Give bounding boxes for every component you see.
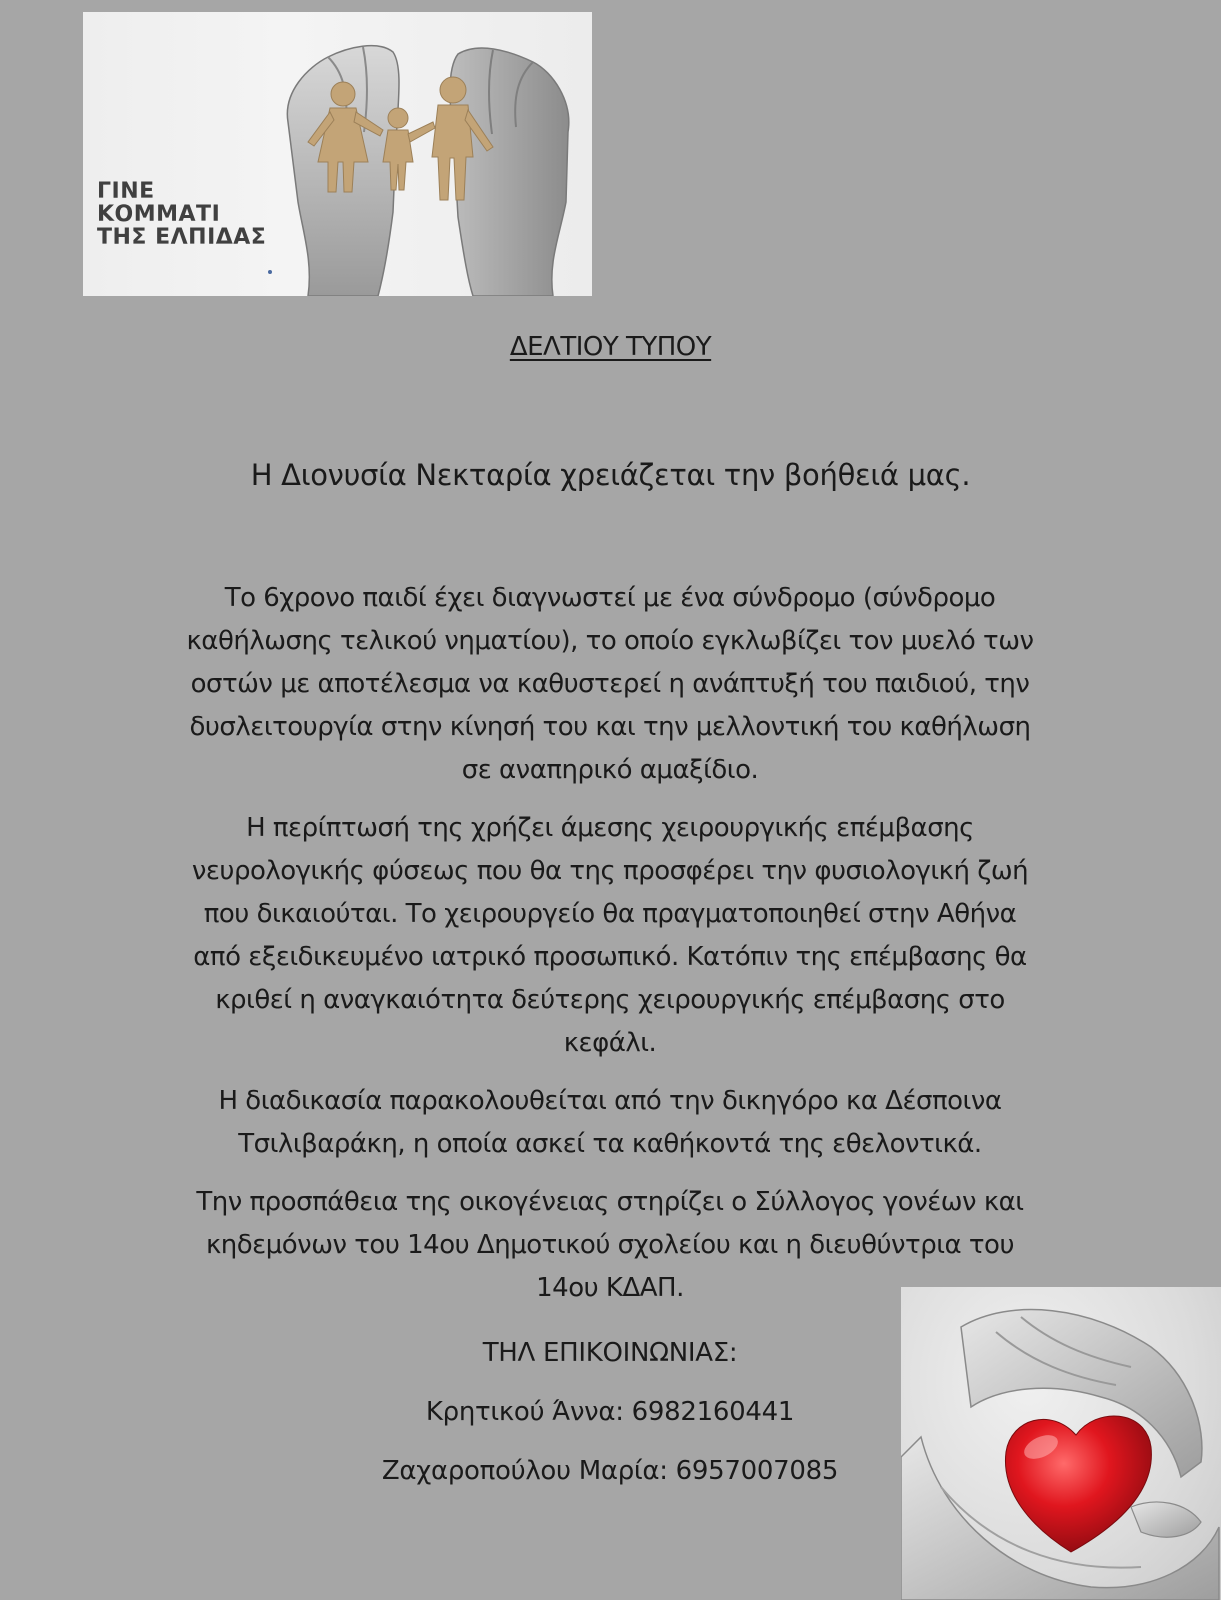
body-paragraph: Η περίπτωσή της χρήζει άμεσης χειρουργικής επέμβασης νευρολογικής φύσεως που θα της προσφέρει την φυσιολογική ζωή που δικαιούται. Το χειρουργείο θα πραγματοποιηθεί στην Αθήνα από εξειδικευμένο ιατρικό προσωπικό. Κατόπιν της επέμβασης θα κριθεί η αναγκαιότητα δεύτερης χειρουργικής επέμβασης στο κεφάλι.: [191, 813, 1029, 1058]
contact-person: Ζαχαροπούλου Μαρία: 6957007085: [381, 1456, 839, 1486]
body-paragraph: Την προσπάθεια της οικογένειας στηρίζει ο Σύλλογος γονέων και κηδεμόνων του 14ου Δημοτικού σχολείου και η διευθύντρια του 14ου ΚΔΑΠ.: [196, 1187, 1024, 1303]
body-paragraph: Το 6χρονο παιδί έχει διαγνωστεί με ένα σύνδρομο (σύνδρομο καθήλωσης τελικού νηματίου), το οποίο εγκλωβίζει τον μυελό των οστών με αποτέλεσμα να καθυστερεί η ανάπτυξή του παιδιού, την δυσλειτουργία στην κίνησή του και την μελλοντική του καθήλωση σε αναπηρικό αμαξίδιο.: [186, 583, 1034, 785]
heart-in-hands-illustration: [901, 1287, 1221, 1600]
press-release-body: [180, 577, 1040, 1325]
contact-heading: ΤΗΛ ΕΠΙΚΟΙΝΩΝΙΑΣ:: [482, 1338, 738, 1368]
banner-slogan-line: ΤΗΣ ΕΛΠΙΔΑΣ: [97, 225, 267, 250]
contact-person: Κρητικού Άννα: 6982160441: [425, 1397, 795, 1427]
banner-slogan: [97, 180, 266, 249]
headline: Η Διονυσία Νεκταρία χρειάζεται την βοήθειά μας.: [250, 458, 971, 492]
hands-family-illustration: [268, 12, 592, 296]
hope-banner-image: [83, 12, 592, 296]
banner-slogan-line: ΓΙΝΕ: [97, 179, 155, 204]
body-paragraph: Η διαδικασία παρακολουθείται από την δικηγόρο κα Δέσποινα Τσιλιβαράκη, η οποία ασκεί τα καθήκοντά της εθελοντικά.: [218, 1086, 1002, 1159]
banner-slogan-line: ΚΟΜΜΑΤΙ: [97, 202, 221, 227]
hands-heart-image: [901, 1287, 1221, 1600]
contact-section: [300, 1333, 920, 1510]
press-release-title: ΔΕΛΤΙΟΥ ΤΥΠΟΥ: [509, 332, 712, 362]
